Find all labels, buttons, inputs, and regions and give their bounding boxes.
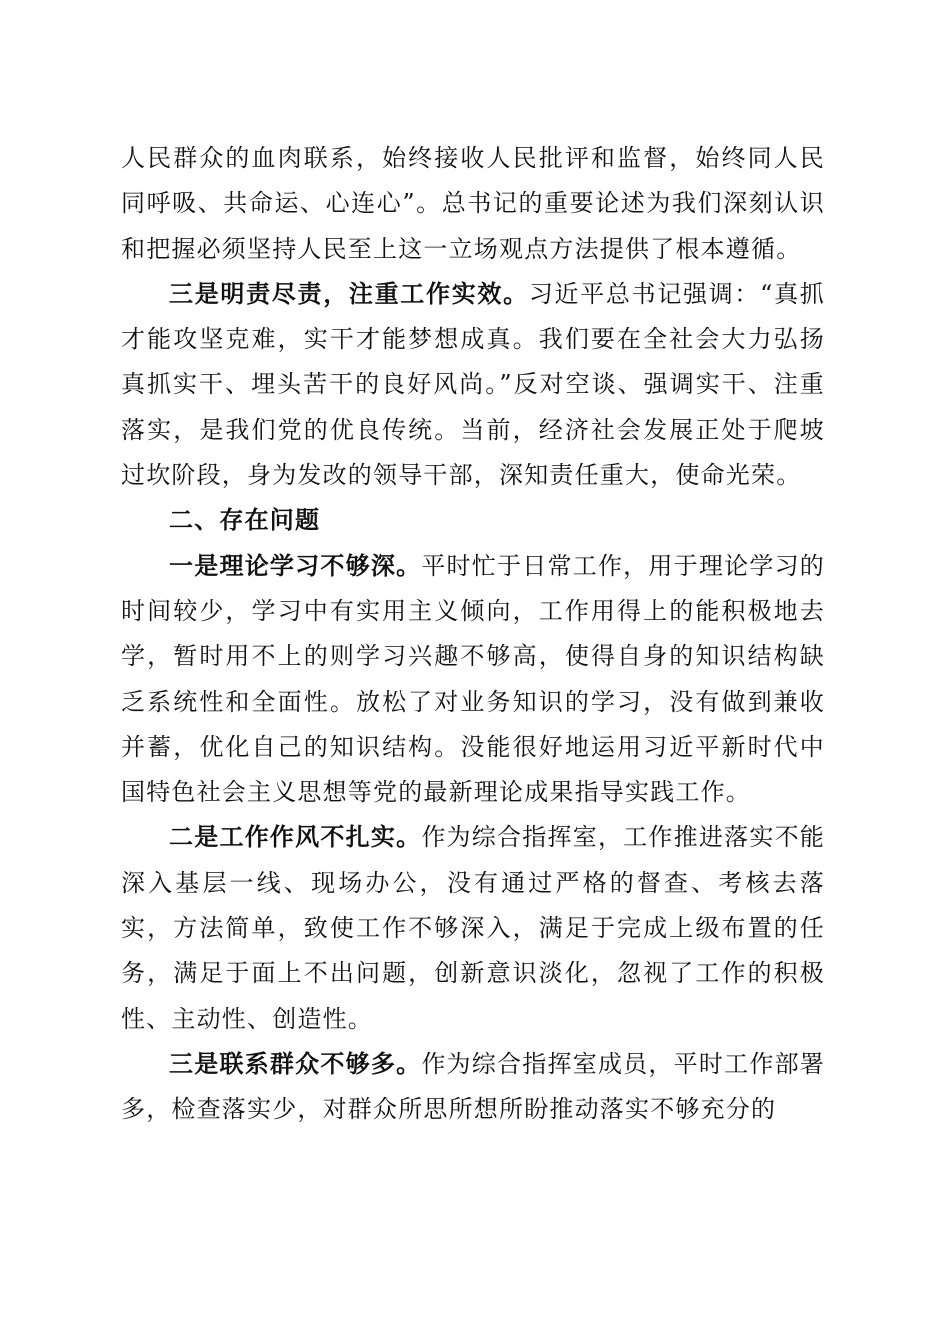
- paragraph-problem-three: [121, 1042, 825, 1133]
- paragraph-point-three: [121, 272, 825, 498]
- paragraph-text: 作为综合指挥室，工作推进落实不能深入基层一线、现场办公，没有通过严格的督查、考核去落实，方法简单，致使工作不够深入，满足于完成上级布置的任务，满足于面上不出问题，创新意识淡化，忽视了工作的积极性、主动性、创造性。: [121, 823, 826, 1033]
- paragraph-problem-one: [121, 544, 825, 816]
- paragraph-continuation: [121, 136, 825, 272]
- paragraph-text: 人民群众的血肉联系，始终接收人民批评和监督，始终同人民同呼吸、共命运、心连心”。总书记的重要论述为我们深刻认识和把握必须坚持人民至上这一立场观点方法提供了根本遵循。: [121, 144, 825, 263]
- paragraph-lead: 三是联系群众不够多。: [169, 1049, 422, 1078]
- paragraph-text: 作为综合指挥室成员，平时工作部署多，检查落实少，对群众所思所想所盼推动落实不够充分的: [121, 1049, 826, 1124]
- section-heading: 二、存在问题: [169, 506, 321, 535]
- document-body: [121, 136, 825, 1133]
- paragraph-lead: 一是理论学习不够深。: [169, 551, 422, 580]
- paragraph-text: 习近平总书记强调：“真抓才能攻坚克难，实干才能梦想成真。我们要在全社会大力弘扬真抓实干、埋头苦干的良好风尚。”反对空谈、强调实干、注重落实，是我们党的优良传统。当前，经济社会发展正处于爬坡过坎阶段，身为发改的领导干部，深知责任重大，使命光荣。: [121, 279, 825, 490]
- paragraph-text: 平时忙于日常工作，用于理论学习的时间较少，学习中有实用主义倾向，工作用得上的能积极地去学，暂时用不上的则学习兴趣不够高，使得自身的知识结构缺乏系统性和全面性。放松了对业务知识的学习，没有做到兼收并蓄，优化自己的知识结构。没能很好地运用习近平新时代中国特色社会主义思想等党的最新理论成果指导实践工作。: [121, 551, 826, 807]
- paragraph-problem-two: [121, 815, 825, 1041]
- paragraph-lead: 二是工作作风不扎实。: [169, 823, 422, 852]
- paragraph-lead: 三是明责尽责，注重工作实效。: [169, 279, 529, 308]
